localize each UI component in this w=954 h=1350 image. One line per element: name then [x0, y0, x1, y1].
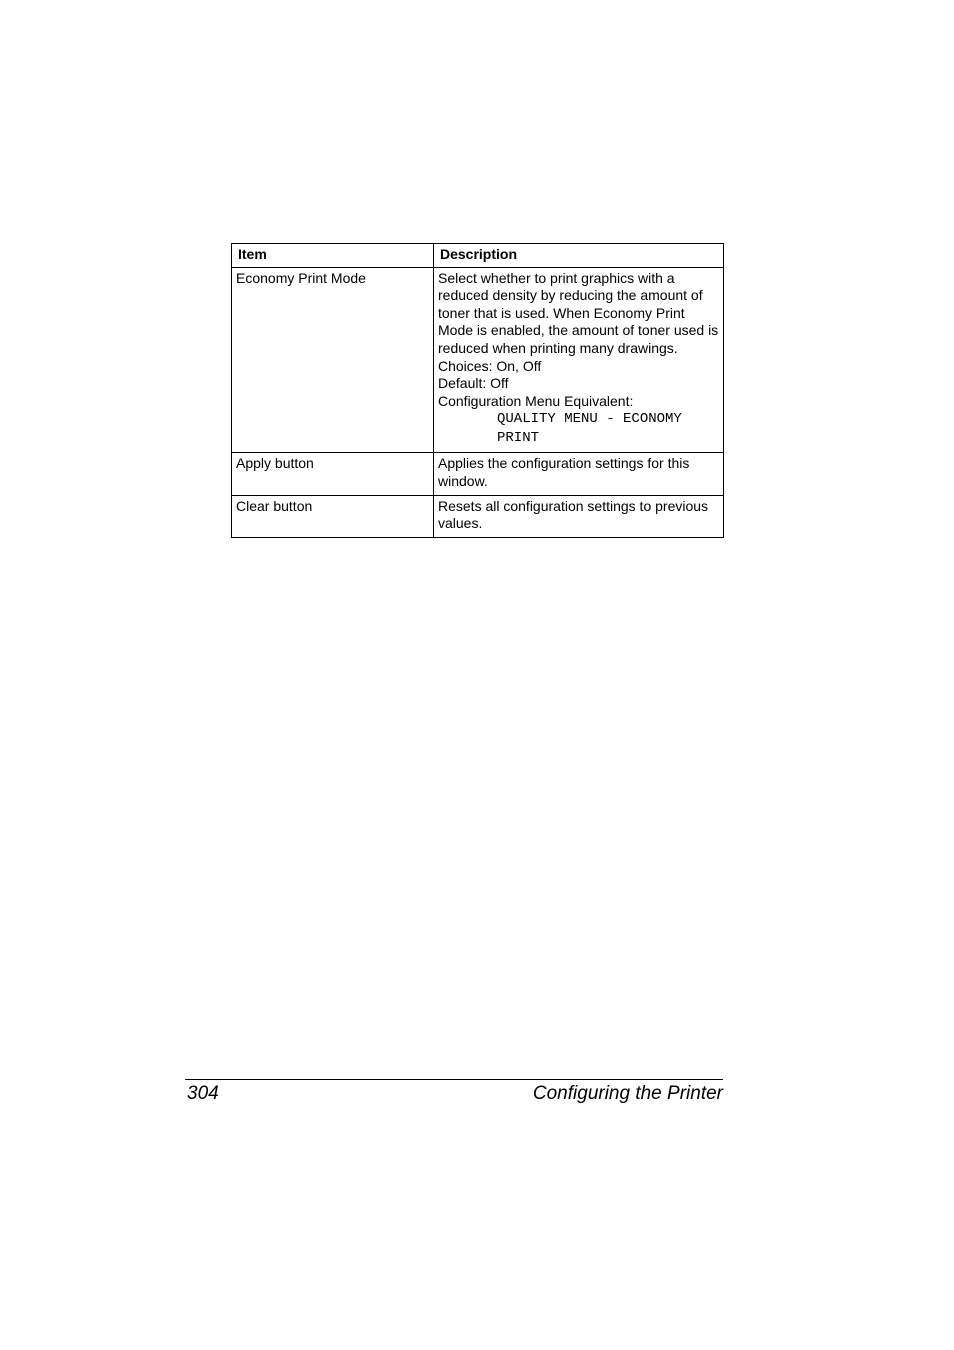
menu-equivalent-label: Configuration Menu Equivalent:: [438, 392, 634, 409]
description-cell: Resets all configuration settings to previous values.: [434, 495, 724, 537]
choices-text: Choices: On, Off: [438, 357, 542, 374]
column-header-description: Description: [434, 244, 724, 268]
table-row: [232, 495, 724, 537]
item-cell: Apply button: [232, 453, 434, 495]
item-cell: Economy Print Mode: [232, 267, 434, 453]
description-text: Select whether to print graphics with a reduced density by reducing the amount of toner that is used. When Economy Print Mode is enabled, the amount of toner used is reduced when printing many drawings.: [438, 269, 719, 356]
footer-divider: [185, 1079, 723, 1080]
default-text: Default: Off: [438, 375, 509, 392]
column-header-item: Item: [232, 244, 434, 268]
table-row: [232, 453, 724, 495]
menu-equivalent-path: QUALITY MENU - ECONOMY PRINT: [497, 411, 691, 447]
table-header-row: [232, 244, 724, 268]
page-number: 304: [187, 1083, 219, 1104]
description-cell: Applies the configuration settings for this window.: [434, 453, 724, 495]
footer-section-title: Configuring the Printer: [532, 1083, 723, 1104]
settings-description-table: [231, 243, 724, 538]
item-cell: Clear button: [232, 495, 434, 537]
description-cell: [434, 267, 724, 453]
table-row: [232, 267, 724, 453]
